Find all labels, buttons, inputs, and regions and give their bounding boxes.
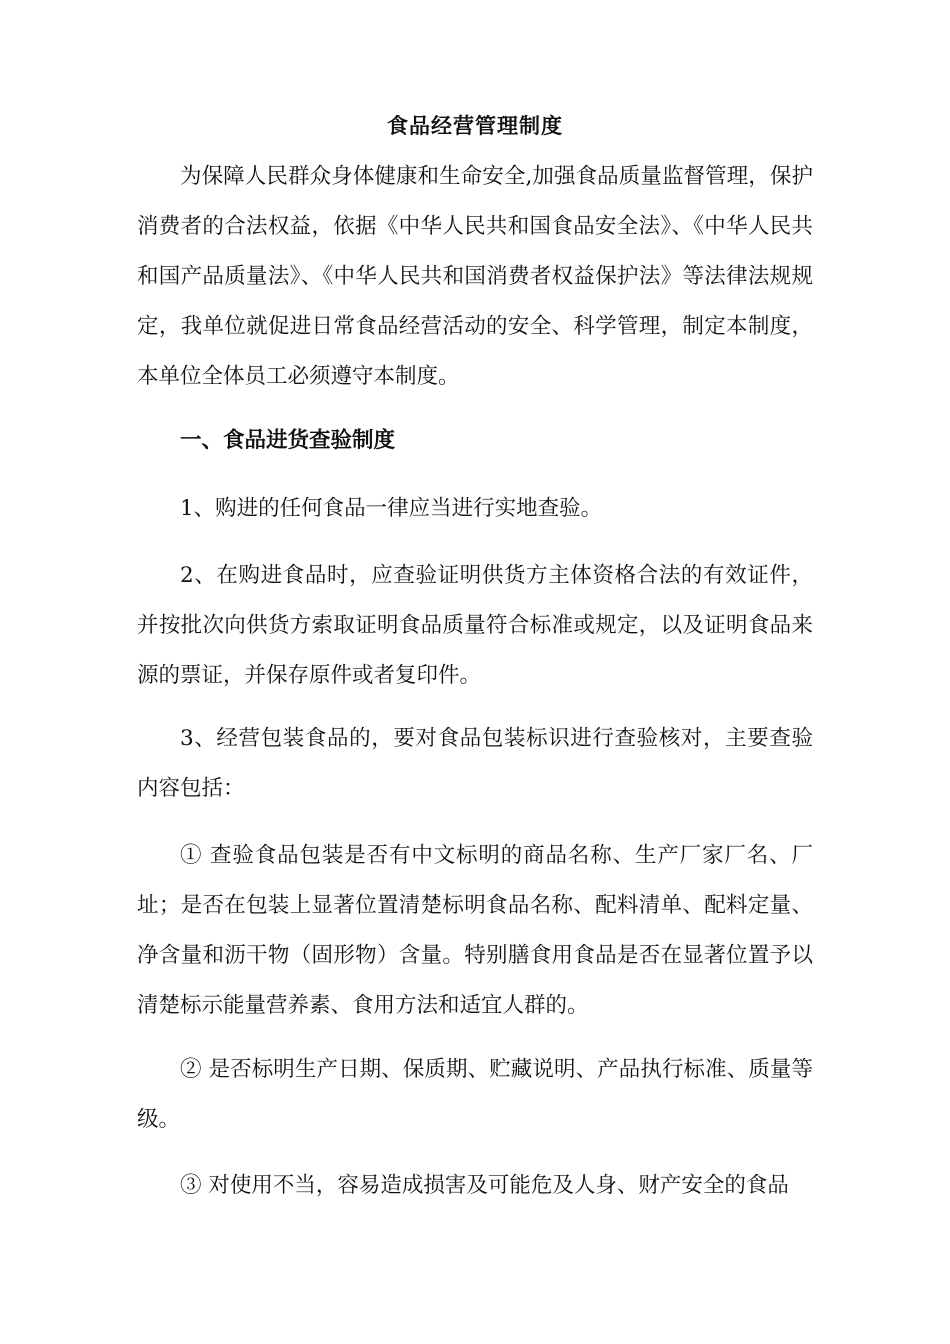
list-item-3: 3、经营包装食品的，要对食品包装标识进行查验核对，主要查验内容包括： (137, 726, 813, 801)
section-heading-purchase-inspection: 一、食品进货查验制度 (180, 428, 396, 453)
document-title: 食品经营管理制度 (387, 113, 563, 138)
intro-paragraph: 为保障人民群众身体健康和生命安全,加强食品质量监督管理，保护消费者的合法权益，依据《中华人民共和国食品安全法》、《中华人民共和国产品质量法》、《中华人民共和国消费者权益保护法》等法律法规规定，我单位就促进日常食品经营活动的安全、科学管理，制定本制度，本单位全体员工必须遵守本制度。 (137, 164, 813, 389)
sub-item-2: ② 是否标明生产日期、保质期、贮藏说明、产品执行标准、质量等级。 (137, 1057, 813, 1132)
sub-item-3: ③ 对使用不当，容易造成损害及可能危及人身、财产安全的食品 (180, 1173, 789, 1198)
list-item-1: 1、购进的任何食品一律应当进行实地查验。 (180, 496, 603, 521)
sub-item-1: ① 查验食品包装是否有中文标明的商品名称、生产厂家厂名、厂址；是否在包装上显著位置清楚标明食品名称、配料清单、配料定量、净含量和沥干物（固形物）含量。特别膳食用食品是否在显著位置予以清楚标示能量营养素、食用方法和适宜人群的。 (137, 843, 813, 1018)
list-item-2: 2、在购进食品时，应查验证明供货方主体资格合法的有效证件，并按批次向供货方索取证明食品质量符合标准或规定，以及证明食品来源的票证，并保存原件或者复印件。 (137, 563, 813, 688)
